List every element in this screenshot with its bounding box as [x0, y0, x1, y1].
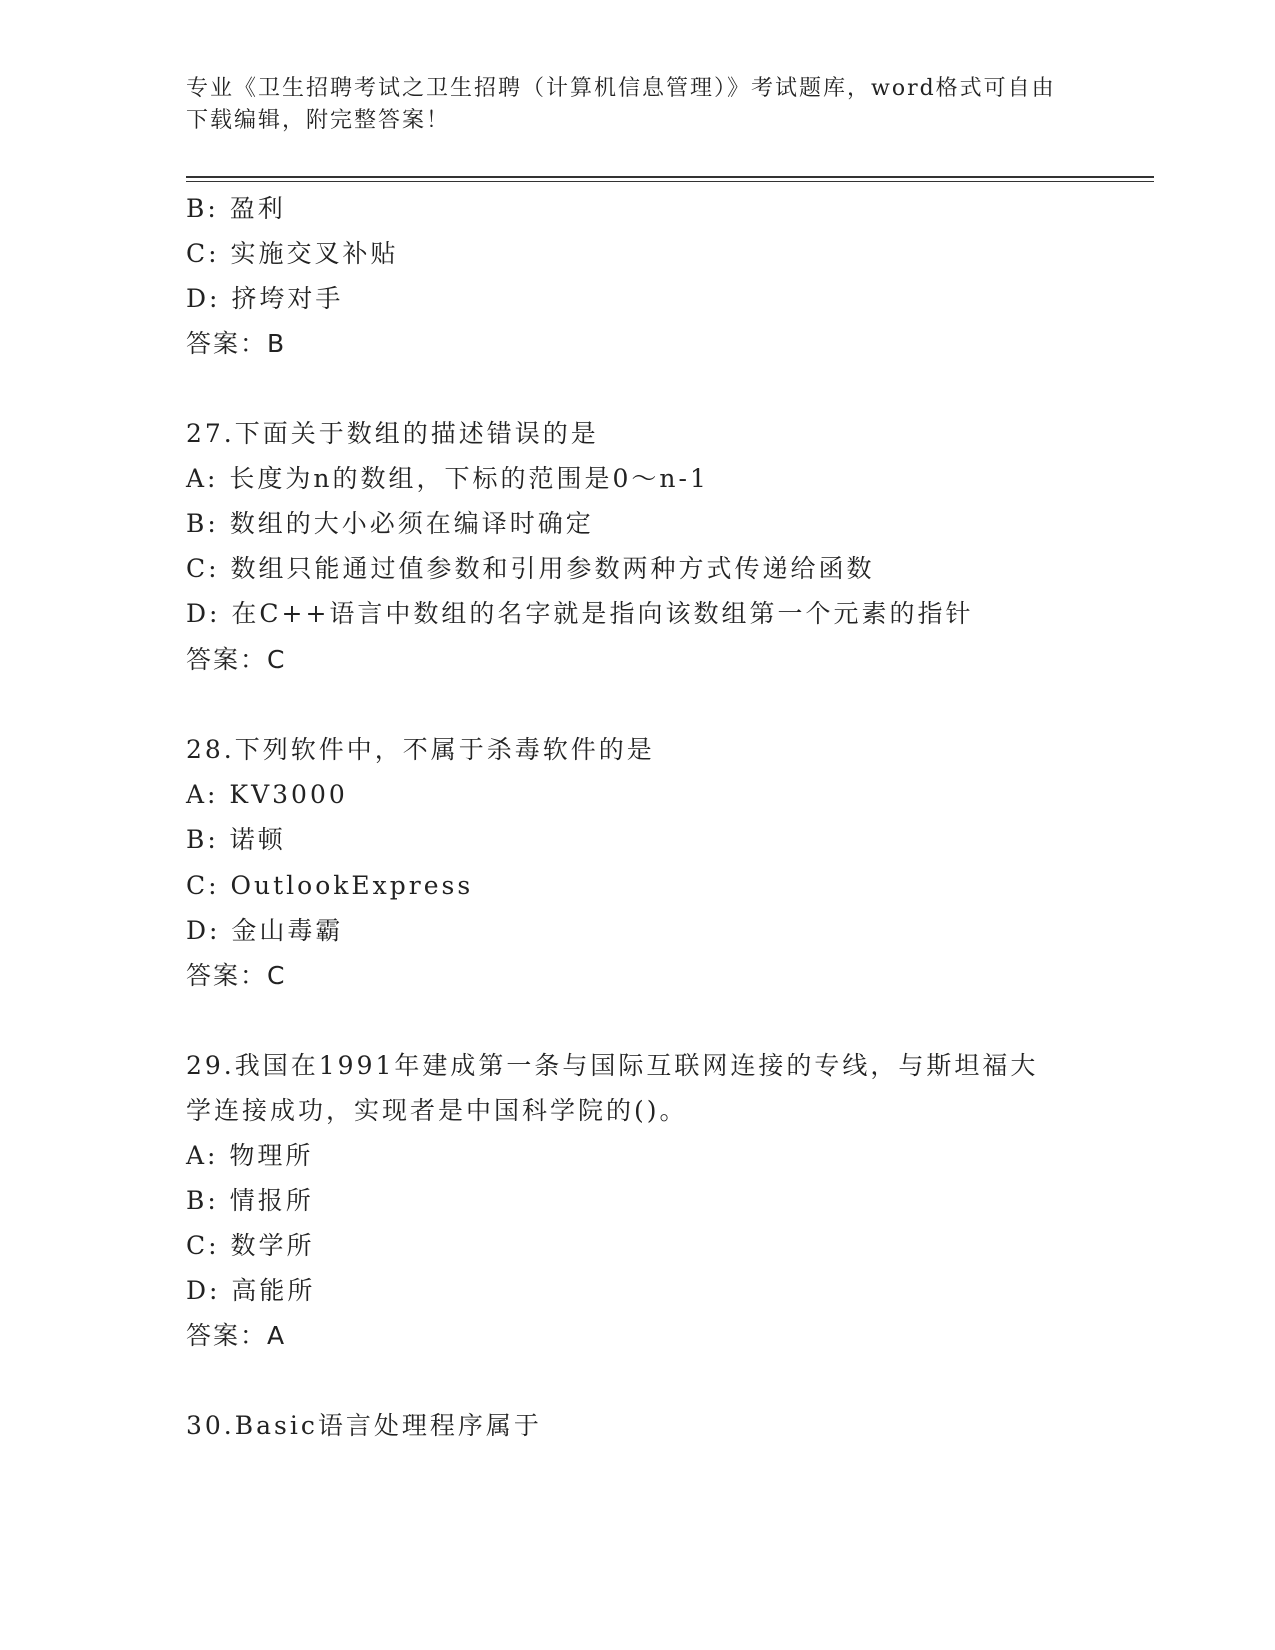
q27-option-d: D: 在C++语言中数组的名字就是指向该数组第一个元素的指针	[186, 599, 974, 628]
q26-answer: 答案：B	[186, 329, 287, 358]
q28-option-c: C: OutlookExpress	[186, 871, 474, 900]
q28-option-b: B: 诺顿	[186, 825, 286, 854]
q28-option-d: D: 金山毒霸	[186, 916, 344, 945]
q29-option-c: C: 数学所	[186, 1231, 315, 1260]
q26-option-d: D: 挤垮对手	[186, 284, 344, 313]
header-rule-thin	[186, 181, 1154, 182]
q26-option-c: C: 实施交叉补贴	[186, 239, 399, 268]
q28-question: 28.下列软件中，不属于杀毒软件的是	[186, 735, 655, 764]
q30-question: 30.Basic语言处理程序属于	[186, 1411, 542, 1440]
q27-option-b: B: 数组的大小必须在编译时确定	[186, 509, 594, 538]
header-rule-thick	[186, 176, 1154, 178]
q28-option-a: A: KV3000	[186, 780, 348, 809]
q27-question: 27.下面关于数组的描述错误的是	[186, 419, 599, 448]
q28-answer: 答案：C	[186, 961, 287, 990]
q29-option-a: A: 物理所	[186, 1141, 314, 1170]
document-header: 专业《卫生招聘考试之卫生招聘（计算机信息管理）》考试题库，word格式可自由下载编辑，附完整答案！	[186, 76, 1056, 133]
q27-answer: 答案：C	[186, 645, 287, 674]
q29-question: 29.我国在1991年建成第一条与国际互联网连接的专线，与斯坦福大学连接成功，实现者是中国科学院的()。	[186, 1051, 1039, 1125]
q27-option-c: C: 数组只能通过值参数和引用参数两种方式传递给函数	[186, 554, 875, 583]
q27-option-a: A: 长度为n的数组，下标的范围是0～n-1	[186, 464, 709, 493]
q29-option-d: D: 高能所	[186, 1276, 316, 1305]
q29-option-b: B: 情报所	[186, 1186, 314, 1215]
q29-answer: 答案：A	[186, 1321, 287, 1350]
q26-option-b: B: 盈利	[186, 194, 286, 223]
